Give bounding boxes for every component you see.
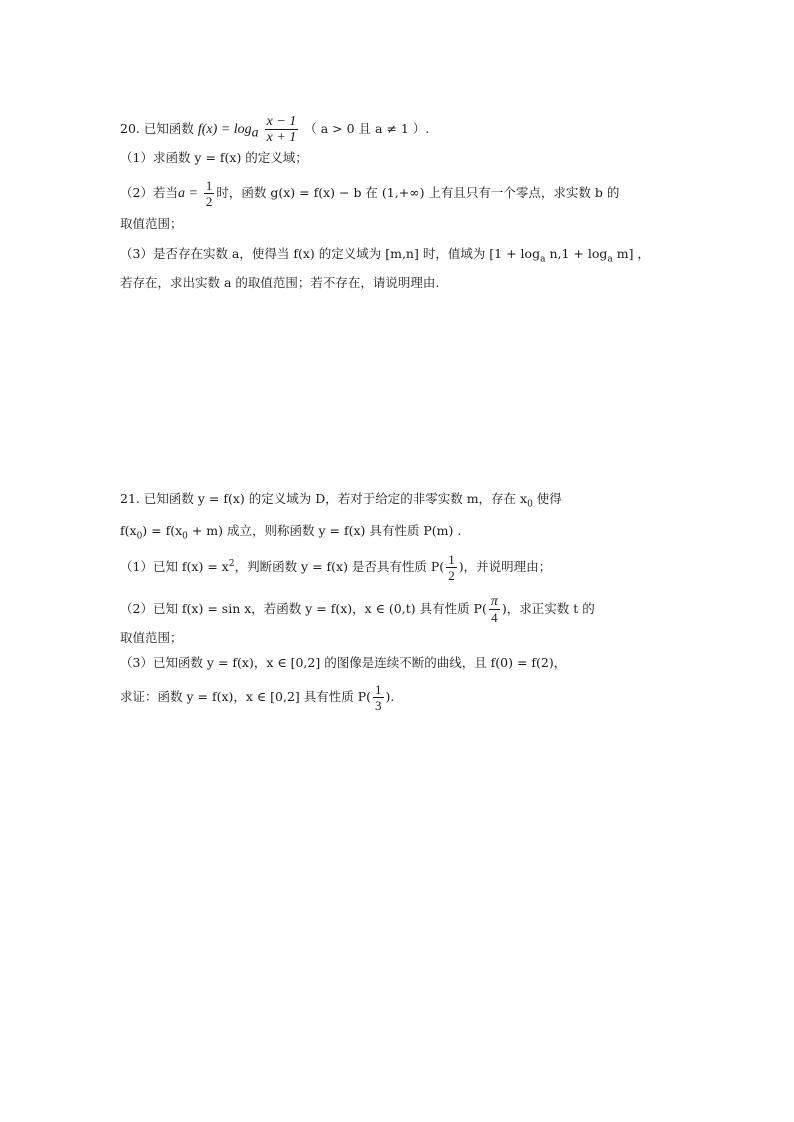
q21-part3-fraction-denominator: 3	[375, 698, 382, 713]
q21-line2-a: f(x	[120, 523, 137, 538]
q21-part2-lead: （2）已知 f(x) = sin x，若函数 y = f(x)，x ∈ (0,t) 具有性质 P(	[120, 601, 487, 616]
q21-line1-end: 使得	[532, 491, 562, 506]
q20-number: 20.	[120, 121, 140, 136]
q21-part3-fraction-numerator: 1	[375, 682, 382, 697]
q20-intro: 已知函数	[143, 121, 194, 136]
q21-number: 21.	[120, 491, 140, 506]
q21-line1: 已知函数 y = f(x) 的定义域为 D，若对于给定的非零实数 m，存在 x	[143, 491, 528, 506]
q21-part1-body: ，判断函数 y = f(x) 是否具有性质 P(	[234, 559, 445, 574]
q20-fraction-denominator: x + 1	[266, 130, 297, 145]
q20-part2	[120, 178, 619, 209]
q20-part2-a-eq: a =	[177, 186, 198, 201]
q21-part1-fraction-numerator: 1	[448, 552, 455, 567]
q21-part1	[120, 552, 551, 583]
q21-line1-sub: 0	[527, 499, 533, 510]
q21-part3-cont	[120, 682, 394, 713]
q20-part3-cont: 若存在，求出实数 a 的取值范围；若不存在，请说明理由.	[120, 275, 440, 290]
q21-line2-c: + m) 成立，则称函数 y = f(x) 具有性质 P(m) .	[187, 523, 462, 538]
q21-part2-end: )，求正实数 t 的	[501, 601, 595, 616]
q21-part1-fraction	[446, 552, 457, 583]
q21-part3-body: 求证：函数 y = f(x)，x ∈ [0,2] 具有性质 P(	[120, 689, 372, 704]
q20-part3-end: m] ，	[612, 246, 650, 261]
q20-fraction	[265, 114, 299, 145]
q21-part3-end: ).	[385, 689, 395, 704]
q21-part2-cont: 取值范围；	[120, 630, 183, 645]
q20-part3-sub2: a	[607, 254, 613, 265]
q20-part2-fraction-denominator: 2	[205, 194, 213, 209]
q21-part1-end: )，并说明理由；	[458, 559, 552, 574]
q20-part3-mid: n,1 + log	[545, 246, 608, 261]
q20-part2-body: 时，函数 g(x) = f(x) − b 在 (1,+∞) 上有且只有一个零点，求实数 b 的	[216, 185, 620, 200]
q20-part3	[120, 244, 650, 270]
q21-part3: （3）已知函数 y = f(x)，x ∈ [0,2] 的图像是连续不断的曲线，且 f(0) = f(2)，	[120, 655, 567, 670]
q20-part2-fraction-numerator: 1	[205, 178, 213, 193]
q21-stem-cont	[120, 521, 461, 547]
q21-part1-fraction-denominator: 2	[448, 568, 455, 583]
q21-part1-sup: 2	[228, 558, 235, 569]
q21-part2-fraction-denominator: 4	[491, 610, 498, 625]
q21-line2-sub1: 0	[136, 531, 143, 542]
q21-line2-sub2: 0	[182, 531, 188, 542]
q20-part3-lead: （3）是否存在实数 a，使得当 f(x) 的定义域为 [m,n] 时，值域为 [1 + log	[120, 246, 541, 261]
q21-part2-fraction	[489, 594, 500, 625]
q20-fraction-numerator: x − 1	[266, 114, 297, 129]
q21-part2	[120, 594, 595, 625]
q21-part1-lead: （1）已知 f(x) = x	[120, 559, 229, 574]
q20-function: f(x) = log	[197, 122, 252, 137]
q20-part2-fraction	[204, 178, 215, 209]
q20-log-base: a	[251, 125, 259, 141]
q21-part2-fraction-numerator: π	[490, 594, 498, 609]
q21-line2-b: ) = f(x	[142, 523, 183, 538]
q21-part3-fraction	[373, 682, 384, 713]
q20-part1: （1）求函数 y = f(x) 的定义域；	[120, 150, 308, 165]
q20-condition: （ a > 0 且 a ≠ 1 ）.	[304, 121, 430, 136]
q20-part2-lead: （2）若当	[120, 185, 178, 200]
q20-stem	[120, 114, 429, 145]
q21-stem	[120, 489, 562, 515]
q20-part3-sub1: a	[540, 254, 546, 265]
q20-part2-cont: 取值范围；	[120, 216, 183, 231]
